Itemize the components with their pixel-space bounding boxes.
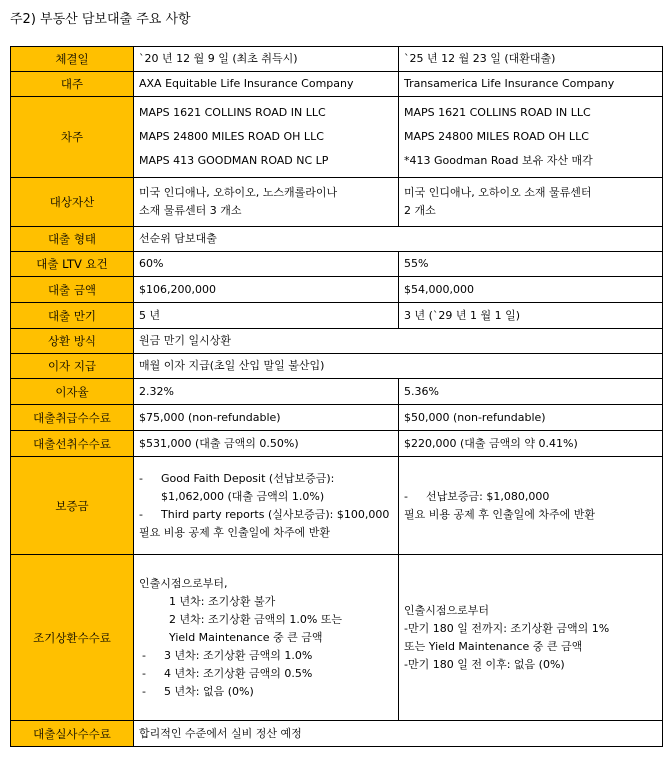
label-lender: 대주 [11, 72, 134, 97]
label-upfront-fee: 대출선취수수료 [11, 431, 134, 457]
prepayment-initial-year4: - 4 년차: 조기상환 금액의 0.5% [142, 666, 313, 680]
label-rate: 이자율 [11, 379, 134, 405]
deposit-initial-3: - Third party reports (실사보증금): $100,000 [139, 507, 390, 521]
upfront-fee-refinance: $220,000 (대출 금액의 약 0.41%) [399, 431, 663, 457]
prepayment-initial-year3: - 3 년차: 조기상환 금액의 1.0% [142, 648, 313, 662]
prepayment-refinance-2: 또는 Yield Maintenance 중 큰 금액 [404, 639, 583, 653]
label-deposit: 보증금 [11, 457, 134, 555]
row-maturity [11, 303, 663, 329]
borrower-initial-3: MAPS 413 GOODMAN ROAD NC LP [139, 154, 329, 167]
label-diligence-fee: 대출실사수수료 [11, 721, 134, 747]
maturity-refinance: 3 년 (`29 년 1 월 1 일) [399, 303, 663, 329]
row-origination-fee [11, 405, 663, 431]
lender-initial: AXA Equitable Life Insurance Company [134, 72, 399, 97]
borrower-initial-2: MAPS 24800 MILES ROAD OH LLC [139, 130, 324, 143]
deposit-refinance-2: 필요 비용 공제 후 인출일에 차주에 반환 [404, 507, 595, 521]
interest-payment-value: 매월 이자 지급(초일 산입 말일 불산입) [134, 354, 663, 379]
deposit-initial-2: $1,062,000 (대출 금액의 1.0%) [161, 489, 325, 503]
origination-fee-initial: $75,000 (non-refundable) [134, 405, 399, 431]
assets-refinance-1: 미국 인디애나, 오하이오 소재 물류센터 [404, 186, 592, 199]
prepayment-initial-year2-cont: Yield Maintenance 중 큰 금액 [169, 630, 323, 644]
upfront-fee-initial: $531,000 (대출 금액의 0.50%) [134, 431, 399, 457]
ltv-initial: 60% [134, 252, 399, 277]
borrower-refinance-1: MAPS 1621 COLLINS ROAD IN LLC [404, 106, 591, 119]
borrower-refinance-2: MAPS 24800 MILES ROAD OH LLC [404, 130, 589, 143]
deposit-refinance [399, 457, 663, 555]
closing-date-initial: `20 년 12 월 9 일 (최초 취득시) [134, 47, 399, 72]
borrower-refinance-3: *413 Goodman Road 보유 자산 매각 [404, 154, 593, 167]
row-upfront-fee [11, 431, 663, 457]
deposit-refinance-1: - 선납보증금: $1,080,000 [404, 489, 550, 503]
borrower-initial-1: MAPS 1621 COLLINS ROAD IN LLC [139, 106, 326, 119]
origination-fee-refinance: $50,000 (non-refundable) [399, 405, 663, 431]
deposit-initial-4: 필요 비용 공제 후 인출일에 차주에 반환 [139, 525, 330, 539]
amount-initial: $106,200,000 [134, 277, 399, 303]
row-ltv [11, 252, 663, 277]
loan-type-value: 선순위 담보대출 [134, 227, 663, 252]
maturity-initial: 5 년 [134, 303, 399, 329]
prepayment-initial [134, 555, 399, 721]
prepayment-refinance [399, 555, 663, 721]
prepayment-refinance-1: -만기 180 일 전까지: 조기상환 금액의 1% [404, 621, 610, 635]
lender-refinance: Transamerica Life Insurance Company [399, 72, 663, 97]
row-repayment [11, 329, 663, 354]
prepayment-initial-intro: 인출시점으로부터, [139, 576, 228, 590]
label-amount: 대출 금액 [11, 277, 134, 303]
prepayment-initial-year1: 1 년차: 조기상환 불가 [169, 594, 276, 608]
label-closing-date: 체결일 [11, 47, 134, 72]
label-maturity: 대출 만기 [11, 303, 134, 329]
row-assets [11, 178, 663, 227]
prepayment-initial-year2: 2 년차: 조기상환 금액의 1.0% 또는 [169, 612, 343, 626]
row-prepayment [11, 555, 663, 721]
label-assets: 대상자산 [11, 178, 134, 227]
label-interest-payment: 이자 지급 [11, 354, 134, 379]
prepayment-refinance-3: -만기 180 일 전 이후: 없음 (0%) [404, 657, 565, 671]
diligence-fee-value: 합리적인 수준에서 실비 정산 예정 [134, 721, 663, 747]
section-title: 주2) 부동산 담보대출 주요 사항 [10, 12, 191, 27]
assets-initial-2: 소재 물류센터 3 개소 [139, 204, 242, 217]
deposit-initial [134, 457, 399, 555]
label-repayment: 상환 방식 [11, 329, 134, 354]
deposit-initial-1: - Good Faith Deposit (선납보증금): [139, 471, 335, 485]
rate-initial: 2.32% [134, 379, 399, 405]
assets-refinance [399, 178, 663, 227]
label-prepayment: 조기상환수수료 [11, 555, 134, 721]
assets-initial-1: 미국 인디애나, 오하이오, 노스캐롤라이나 [139, 186, 338, 199]
row-rate [11, 379, 663, 405]
ltv-refinance: 55% [399, 252, 663, 277]
loan-terms-table [10, 46, 663, 747]
row-lender [11, 72, 663, 97]
row-borrower [11, 97, 663, 178]
repayment-value: 원금 만기 일시상환 [134, 329, 663, 354]
rate-refinance: 5.36% [399, 379, 663, 405]
row-deposit [11, 457, 663, 555]
label-origination-fee: 대출취급수수료 [11, 405, 134, 431]
assets-refinance-2: 2 개소 [404, 204, 436, 217]
row-interest-payment [11, 354, 663, 379]
label-ltv: 대출 LTV 요건 [11, 252, 134, 277]
borrower-initial [134, 97, 399, 178]
assets-initial [134, 178, 399, 227]
row-closing-date [11, 47, 663, 72]
prepayment-refinance-intro: 인출시점으로부터 [404, 603, 490, 617]
row-loan-type [11, 227, 663, 252]
label-borrower: 차주 [11, 97, 134, 178]
closing-date-refinance: `25 년 12 월 23 일 (대환대출) [399, 47, 663, 72]
prepayment-initial-year5: - 5 년차: 없음 (0%) [142, 684, 254, 698]
row-diligence-fee [11, 721, 663, 747]
row-amount [11, 277, 663, 303]
label-loan-type: 대출 형태 [11, 227, 134, 252]
borrower-refinance [399, 97, 663, 178]
amount-refinance: $54,000,000 [399, 277, 663, 303]
